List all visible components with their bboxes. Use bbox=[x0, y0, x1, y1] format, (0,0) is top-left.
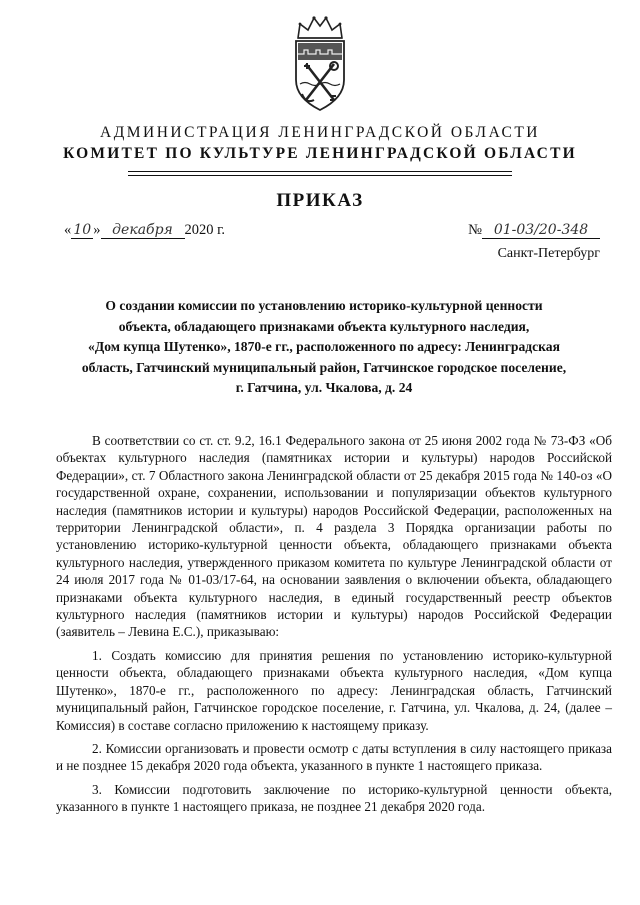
date-year: 2020 г. bbox=[184, 222, 226, 238]
document-body bbox=[56, 432, 612, 822]
document-subject bbox=[56, 296, 592, 399]
number-value: 01-03/20-348 bbox=[482, 222, 600, 239]
subject-line: область, Гатчинский муниципальный район, Гатчинское городское поселение, bbox=[81, 359, 567, 375]
date-quote-open: « bbox=[64, 222, 72, 238]
subject-line: г. Гатчина, ул. Чкалова, д. 24 bbox=[235, 380, 413, 396]
coat-of-arms-emblem bbox=[290, 14, 350, 114]
date-quote-close: » bbox=[93, 222, 101, 238]
document-date bbox=[64, 222, 225, 239]
paragraph-intro: В соответствии со ст. ст. 9.2, 16.1 Федерального закона от 25 июня 2002 года № 73-ФЗ «Об объектах культурного наследия (памятниках истории и культуры) народов Российской Федерации», ст. 7 Областного закона Ленинградской области от 25 декабря 2015 года № 140-оз «О государственной охране, сохранении, использовании и популяризации объектов культурного наследия (памятников истории и культуры) народов Российской Федерации, расположенных на территории Ленинградской области», п. 4 раздела 3 Порядка организации работы по установлению историко-культурной ценности объекта, обладающего признаками объекта культурного наследия, утвержденного приказом комитета по культуре Ленинградской области от 24 июля 2017 года № 01-03/17-64, на основании заявления о включении объекта, обладающего признаками объекта культурного наследия, в единый государственный реестр объектов культурного наследия (памятников истории и культуры) народов Российской Федерации (заявитель – Левина Е.С.), приказываю: bbox=[56, 433, 612, 640]
subject-line: О создании комиссии по установлению историко-культурной ценности bbox=[105, 298, 543, 313]
number-prefix: № bbox=[468, 222, 482, 238]
paragraph-item-3: 3. Комиссии подготовить заключение по историко-культурной ценности объекта, указанного в пункте 1 настоящего приказа, не позднее 21 декабря 2020 года. bbox=[56, 781, 612, 815]
document-city: Санкт-Петербург bbox=[497, 246, 600, 261]
subject-line: объекта, обладающего признаками объекта культурного наследия, bbox=[118, 318, 530, 334]
document-number bbox=[468, 222, 600, 239]
org-name-administration: АДМИНИСТРАЦИЯ ЛЕНИНГРАДСКОЙ ОБЛАСТИ bbox=[100, 124, 540, 141]
paragraph-item-1: 1. Создать комиссию для принятия решения по установлению историко-культурной ценности объекта, обладающего признаками объекта культурного наследия, «Дом купца Шутенко», 1870-е гг., расположенного по адресу: Ленинградская область, Гатчинский муниципальный район, Гатчинское городское поселение, г. Гатчина, ул. Чкалова, д. 24, (далее – Комиссия) в составе согласно приложению к настоящему приказу. bbox=[56, 647, 612, 733]
org-name-committee: КОМИТЕТ ПО КУЛЬТУРЕ ЛЕНИНГРАДСКОЙ ОБЛАСТИ bbox=[63, 145, 577, 162]
date-day: 10 bbox=[71, 222, 93, 239]
header-divider-thick bbox=[128, 171, 512, 172]
date-month: декабря bbox=[101, 222, 185, 239]
document-title: ПРИКАЗ bbox=[276, 190, 364, 211]
header-divider-thin bbox=[128, 175, 512, 176]
paragraph-item-2: 2. Комиссии организовать и провести осмотр с даты вступления в силу настоящего приказа и не позднее 15 декабря 2020 года объекта, указанного в пункте 1 настоящего приказа. bbox=[56, 740, 612, 774]
subject-line: «Дом купца Шутенко», 1870-е гг., расположенного по адресу: Ленинградская bbox=[88, 339, 560, 355]
